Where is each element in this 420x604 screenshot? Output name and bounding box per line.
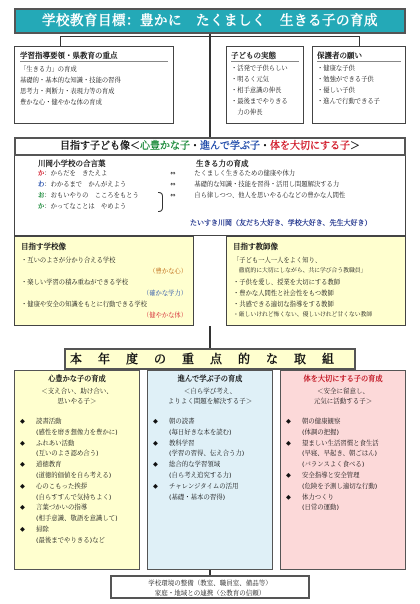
teacher-image-item: 「子ども一人一人をよく知り、: [233, 257, 322, 264]
life-skill-desc: たくましく生きるための健康や体力: [194, 170, 296, 177]
goal-body: 体を大切にする子: [270, 141, 350, 152]
diamond-bullet-icon: ◆: [153, 481, 158, 490]
focus-item-detail: [20, 492, 134, 503]
curriculum-box: [14, 46, 174, 124]
teacher-image-item: ・厳しいけれど怖くない、優しいけれど甘くない教師: [233, 312, 373, 318]
life-skill-desc: 基礎的な知識・技能を習得・活用し問題解決する力: [194, 181, 340, 188]
column-subtitle-line: 思いやる子＞: [57, 397, 97, 405]
focus-item-text: 掃除: [36, 524, 49, 533]
heart-column: [14, 370, 140, 570]
children-state-item: ・明るく元気: [231, 76, 269, 83]
goal-learn: 進んで学ぶ子: [200, 141, 260, 152]
motto-text: ：からだを きたえよ: [44, 170, 108, 177]
brace-icon: [158, 192, 163, 212]
motto-initial: お: [38, 192, 45, 199]
diamond-bullet-icon: ◆: [20, 503, 25, 512]
school-image-tag: （豊かな心）: [149, 268, 187, 275]
focus-item-detail: [286, 502, 400, 513]
focus-item-detail: [286, 448, 400, 459]
diamond-bullet-icon: ◆: [286, 417, 291, 425]
motto-row: [38, 190, 398, 201]
focus-item-text: 朝の健康観察: [302, 417, 341, 425]
focus-item: [153, 459, 267, 470]
focus-item-text: (道徳的価値を自ら考える): [36, 470, 112, 479]
motto-row: [38, 179, 398, 190]
motto-heading: 川岡小学校の合言葉: [38, 159, 106, 168]
column-subtitle: [153, 386, 267, 406]
focus-item-text: (互いのよさ認め合う): [36, 449, 99, 458]
focus-item-text: ふれあい活動: [36, 438, 75, 447]
focus-item-text: 総合的な学習領域: [169, 460, 221, 469]
key-focus-band: 本年度の重点的な取組: [64, 348, 356, 370]
focus-item-detail: [20, 427, 134, 438]
children-state-heading: 子どもの実態: [231, 50, 299, 62]
motto-initial: わ: [38, 181, 45, 188]
curriculum-item: 豊かな心・健やかな体の育成: [20, 99, 102, 106]
children-state-item: ・相手意識の伸長: [231, 87, 282, 94]
teacher-image-heading: 目指す教師像: [233, 242, 278, 251]
parents-wish-box: [312, 46, 406, 124]
school-image-box: [14, 236, 194, 326]
focus-item-text: (危険を予測し適切な行動): [302, 481, 378, 490]
diamond-bullet-icon: ◆: [153, 417, 158, 425]
motto-banner: たいすき川岡（友だち大好き、学校大好き、先生大好き）: [190, 219, 372, 227]
focus-item: [153, 416, 267, 427]
focus-item-text: (自らすすんで気持ちよく): [36, 492, 112, 501]
curriculum-item: 思考力・判断力・表現力等の育成: [20, 88, 115, 95]
focus-item-text: 安全指導と安全管理: [302, 470, 360, 479]
focus-item-text: 読書活動: [36, 417, 62, 425]
focus-item-detail: [286, 481, 400, 492]
column-subtitle-line: ＜自ら学び考え、: [183, 387, 237, 395]
focus-item: [20, 438, 134, 449]
school-image-item: ・楽しい学習の積み重ねができる学校: [21, 279, 129, 286]
parents-wish-item: ・勉強ができる子供: [317, 76, 374, 83]
life-skill-desc: 自ら律しつつ、他人を思いやる心などの豊かな人間性: [194, 192, 346, 199]
diamond-bullet-icon: ◆: [20, 438, 25, 447]
school-image-item: ・健康や安全の知識をもとに行動できる学校: [21, 301, 147, 308]
focus-item: [153, 481, 267, 492]
target-child-band: [14, 137, 406, 156]
focus-item-text: (体調の把握): [302, 427, 339, 436]
motto-row: [38, 168, 398, 179]
focus-item-text: (学習の習得、伝え合う力): [169, 449, 245, 458]
focus-item-text: (毎日好きな本を読む): [169, 427, 232, 436]
focus-item-detail: [20, 470, 134, 481]
column-items: [286, 416, 400, 513]
focus-item-text: 言葉づかいの指導: [36, 503, 88, 512]
focus-item: [20, 502, 134, 513]
school-image-tag: （確かな学力）: [142, 290, 187, 297]
column-subtitle-line: ＜支え合い、助け合い、: [41, 387, 113, 395]
focus-item-detail: [153, 470, 267, 481]
focus-item-detail: [286, 459, 400, 470]
parents-wish-item: ・健康な子供: [317, 65, 355, 72]
focus-item-text: 体力つくり: [302, 492, 334, 501]
focus-item-text: 道徳教育: [36, 460, 62, 469]
motto-text: ：おもいやりの こころをもとう: [44, 192, 139, 199]
column-subtitle-line: 元気に活動する子＞: [313, 397, 373, 405]
curriculum-item: 「生きる力」の育成: [20, 66, 77, 73]
column-heading: 進んで学ぶ子の育成: [177, 374, 243, 383]
teacher-image-item: ・共感できる適切な指導をする教師: [233, 301, 334, 308]
diamond-bullet-icon: ◆: [20, 524, 25, 533]
focus-item-text: 心のこもった挨拶: [36, 481, 88, 490]
arrow-icon: ⇔: [170, 192, 176, 199]
curriculum-heading: 学習指導要領・県教育の重点: [20, 50, 168, 62]
community-line: 家庭・地域との連携（公教育の信頼）: [154, 589, 266, 597]
focus-item-text: (最後までやりきる)など: [36, 535, 105, 544]
focus-item: [20, 524, 134, 535]
arrow-icon: ⇔: [170, 181, 176, 188]
motto-text: ：かってなことは やめよう: [44, 203, 127, 210]
teacher-image-item: ・子供を愛し、授業を大切にする教師: [233, 279, 341, 286]
focus-item: [20, 459, 134, 470]
focus-item: [20, 416, 134, 427]
goal-separator: ・: [260, 141, 270, 152]
motto-row: [38, 201, 398, 212]
diamond-bullet-icon: ◆: [153, 460, 158, 469]
focus-item-text: (バランスよく食べる): [302, 460, 365, 469]
focus-item: [286, 492, 400, 503]
focus-item-text: チャレンジタイムの活用: [169, 481, 239, 490]
focus-item-text: (早寝、早起き、朝ごはん): [302, 449, 378, 458]
focus-item-detail: [153, 492, 267, 503]
focus-item: [286, 438, 400, 449]
focus-item-detail: [20, 513, 134, 524]
motto-initial: か: [38, 170, 45, 177]
diamond-bullet-icon: ◆: [153, 438, 158, 447]
focus-item-detail: [20, 535, 134, 546]
teacher-image-item: 徹底的に大切にしながら、共に学び合う教職員」: [233, 268, 367, 274]
column-subtitle-line: よりよく問題を解決する子＞: [167, 397, 253, 405]
goal-heart: 心豊かな子: [140, 141, 190, 152]
focus-item: [286, 416, 400, 427]
motto-rows: [38, 168, 398, 212]
column-heading: 体を大切にする子の育成: [303, 374, 383, 383]
goal-suffix: ＞: [350, 141, 360, 152]
children-state-box: [226, 46, 304, 124]
focus-item-text: (相手意識、敬語を意識して): [36, 514, 118, 523]
column-subtitle: [20, 386, 134, 406]
focus-item-text: 朝の読書: [169, 417, 195, 425]
focus-item-text: (感性を磨き想像力を豊かに): [36, 427, 118, 436]
parents-wish-heading: 保護者の願い: [317, 50, 401, 62]
goal-prefix: 目指す子ども像＜: [60, 141, 140, 152]
focus-item: [20, 481, 134, 492]
curriculum-item: 基礎的・基本的な知識・技能の習得: [20, 77, 121, 84]
body-column: [280, 370, 406, 570]
focus-item-text: (自ら考え追究する力): [169, 470, 232, 479]
diamond-bullet-icon: ◆: [286, 470, 291, 479]
life-skill-heading: 生きる力の育成: [196, 159, 249, 168]
parents-wish-item: ・優しい子供: [317, 87, 355, 94]
focus-item-detail: [20, 448, 134, 459]
school-image-item: ・互いのよさが分かり合える学校: [21, 257, 116, 264]
column-items: [20, 416, 134, 546]
focus-item-text: 望ましい生活習慣と食生活: [302, 438, 379, 447]
column-subtitle-line: ＜安全に留意し、: [317, 387, 369, 395]
column-subtitle: [286, 386, 400, 406]
motto-initial: か: [38, 203, 45, 210]
focus-item: [153, 438, 267, 449]
goal-separator: ・: [190, 141, 200, 152]
teacher-image-box: [226, 236, 406, 326]
children-state-item: 力の伸長: [231, 109, 263, 116]
environment-line: 学校環境の整備（教室、職員室、備品等）: [148, 579, 272, 587]
focus-item: [286, 470, 400, 481]
school-goal-title: 学校教育目標：豊かに たくましく 生きる子の育成: [14, 8, 406, 34]
column-items: [153, 416, 267, 502]
arrow-icon: ⇔: [170, 170, 176, 177]
focus-item-detail: [286, 427, 400, 438]
children-state-item: ・最後までやりきる: [231, 98, 288, 105]
focus-item-detail: [153, 427, 267, 438]
school-image-heading: 目指す学校像: [21, 242, 66, 251]
diamond-bullet-icon: ◆: [286, 492, 291, 501]
learn-column: [147, 370, 273, 570]
motto-text: ：わかるまで かんがえよう: [44, 181, 127, 188]
diamond-bullet-icon: ◆: [286, 438, 291, 447]
diamond-bullet-icon: ◆: [20, 481, 25, 490]
environment-box: [110, 575, 310, 599]
diamond-bullet-icon: ◆: [20, 417, 25, 425]
column-heading: 心豊かな子の育成: [48, 374, 106, 383]
diamond-bullet-icon: ◆: [20, 460, 25, 469]
focus-item-text: (基礎・基本の習得): [169, 492, 226, 501]
school-image-tag: （健やかな体）: [142, 312, 187, 319]
focus-item-text: 教科学習: [169, 438, 195, 447]
focus-item-text: (日常の運動): [302, 503, 339, 512]
parents-wish-item: ・進んで行動できる子: [317, 98, 380, 105]
focus-item-detail: [153, 448, 267, 459]
teacher-image-item: ・豊かな人間性と社会性をもつ教師: [233, 290, 334, 297]
children-state-item: ・活発で子供らしい: [231, 65, 288, 72]
